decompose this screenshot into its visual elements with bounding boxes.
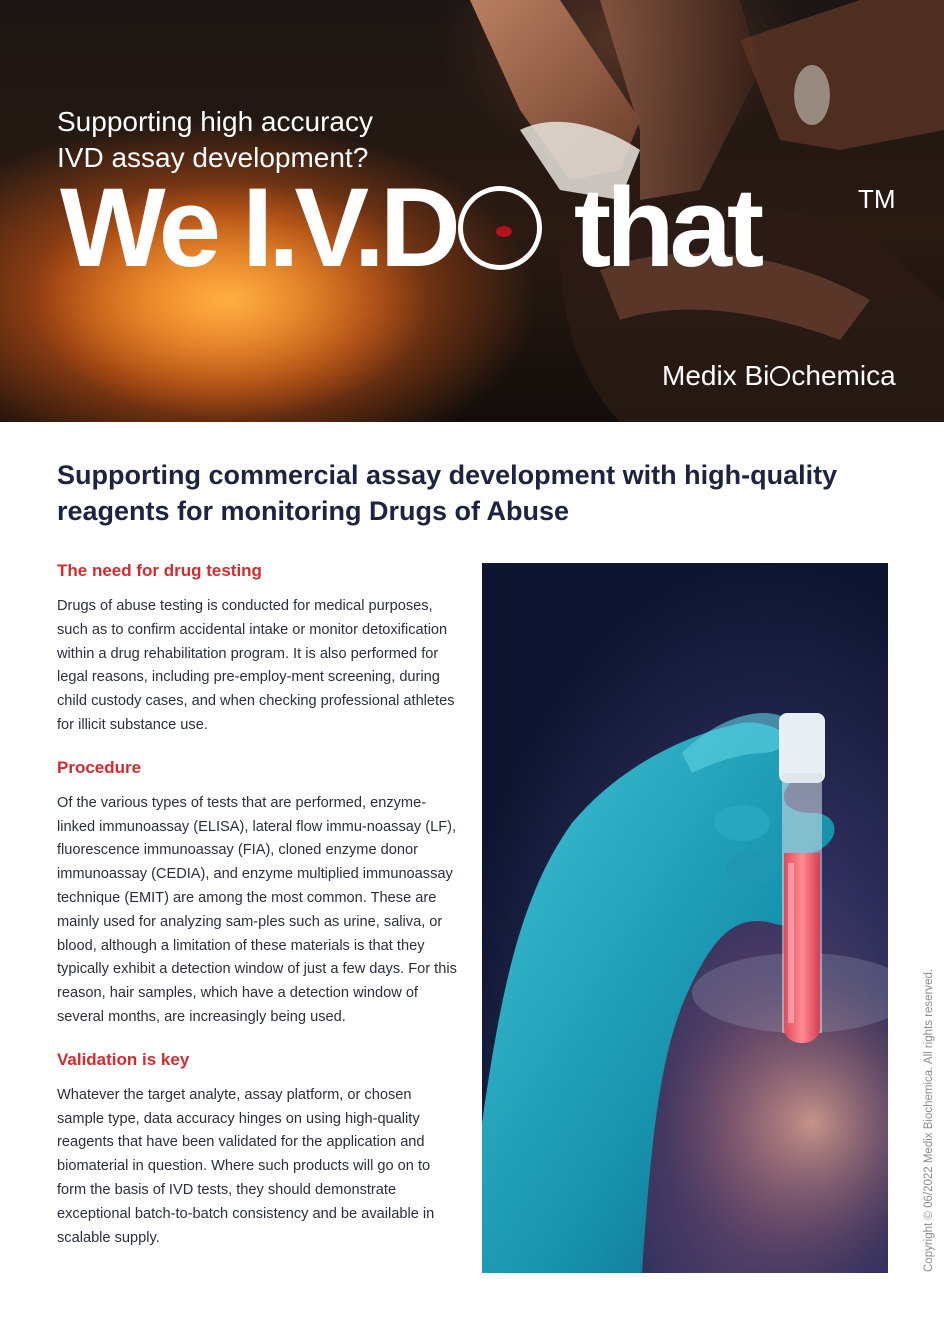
section-body: Of the various types of tests that are performed, enzyme-linked immunoassay (ELISA), lateral flow immu-noassay (LF), fluorescence immunoassay (FIA), cloned enzyme donor immunoassay (CEDIA), and enzyme multiplied immunoassay technique (EMIT) are among the most common. These are mainly used for analyzing sam-ples such as urine, saliva, or blood, although a limitation of these materials is that they typically exhibit a detection window of just a few days. For this reason, hair samples, which have a detection window of several months, are increasingly being used.: [57, 794, 457, 1025]
section-heading: The need for drug testing: [57, 561, 262, 580]
hero-subtitle-line1: Supporting high accuracy: [57, 106, 373, 137]
copyright-notice: Copyright © 06/2022 Medix Biochemica. All rights reserved.: [923, 968, 935, 1272]
trademark-symbol: TM: [858, 184, 896, 214]
hero-headline: [60, 165, 760, 290]
page-title: Supporting commercial assay development with high-quality reagents for monitoring Drugs of Abuse: [57, 460, 838, 526]
section-need-for-testing: [57, 560, 462, 738]
blood-drop-icon: [496, 226, 512, 237]
headline-part1: We I.V.D: [60, 165, 456, 290]
section-heading: Validation is key: [57, 1049, 190, 1069]
brand-logo: [662, 360, 896, 392]
section-body: Drugs of abuse testing is conducted for medical purposes, such as to confirm accidental intake or monitor detoxification within a drug rehabilitation program. It is also performed for legal reasons, including pre-employ-ment screening, during child custody cases, and when checking professional athletes for illicit substance use.: [57, 598, 455, 733]
lab-test-tube-photo: [482, 563, 888, 1273]
section-heading: Procedure: [57, 757, 142, 777]
section-procedure: [57, 757, 462, 1030]
hero-banner: [0, 0, 944, 422]
section-validation: [57, 1049, 462, 1251]
test-tube-illustration: [482, 563, 888, 1273]
brand-part1: Medix Bi: [662, 360, 770, 391]
blood-drop-o-icon: [458, 186, 542, 270]
section-body: Whatever the target analyte, assay platform, or chosen sample type, data accuracy hinges on using high-quality reagents that have been validated for the application and biomaterial in question. Where such products will go on to form the basis of IVD tests, they should demonstrate exceptional batch-to-batch consistency and be available in scalable supply.: [57, 1086, 435, 1246]
text-column: [57, 560, 462, 1269]
brand-part2: chemica: [791, 360, 896, 391]
hero-subtitle-line2: IVD assay development?: [57, 142, 369, 173]
logo-o-icon: [770, 366, 790, 386]
headline-part2: that: [573, 165, 760, 290]
